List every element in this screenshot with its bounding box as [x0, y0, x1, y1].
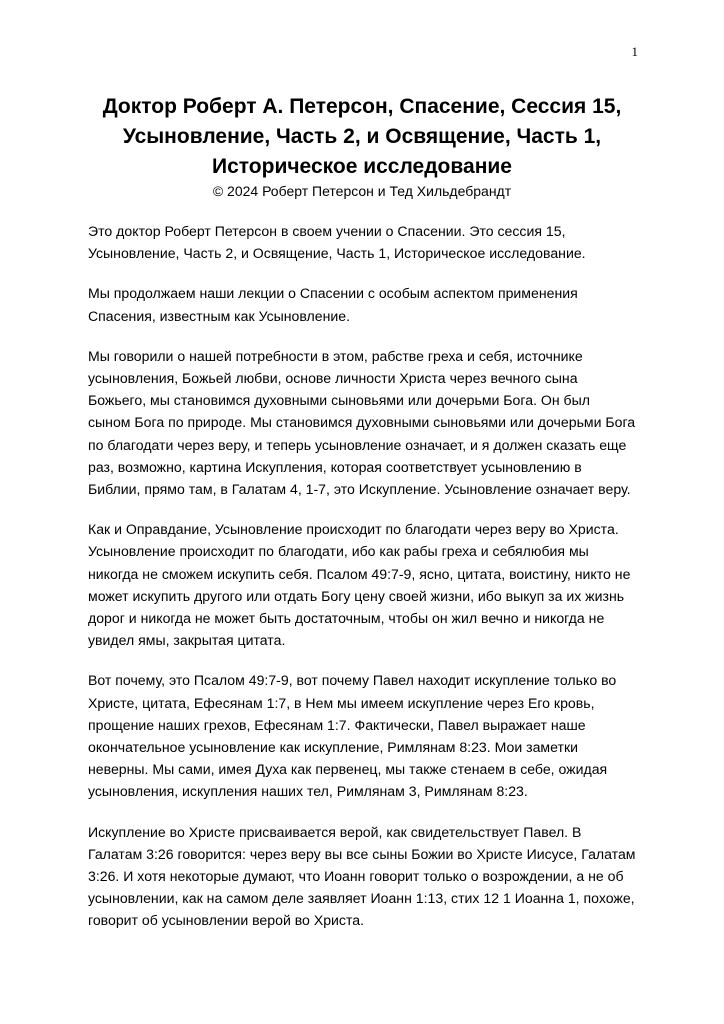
page-number: 1	[631, 44, 638, 59]
paragraph: Это доктор Роберт Петерсон в своем учении о Спасении. Это сессия 15, Усыновление, Часть 2, и Освящение, Часть 1, Историческое исследование.	[88, 223, 586, 262]
paragraph: Мы продолжаем наши лекции о Спасении с особым аспектом применения Спасения, известным как Усыновление.	[88, 285, 578, 324]
paragraph: Как и Оправдание, Усыновление происходит по благодати через веру во Христа. Усыновление происходит по благодати, ибо как рабы греха и себялюбия мы никогда не сможем искупить себя. Псалом 49:7-9, ясно, цитата, воистину, никто не может искупить другого или отдать Богу цену своей жизни, ибо выкуп за их жизнь дорог и никогда не может быть достаточным, чтобы он жил вечно и никогда не увидел ямы, закрытая цитата.	[88, 521, 631, 649]
document-body	[88, 220, 636, 950]
paragraph: Искупление во Христе присваивается верой, как свидетельствует Павел. В Галатам 3:26 говорится: через веру вы все сыны Божии во Христе Иисусе, Галатам 3:26. И хотя некоторые думают, что Иоанн говорит только о возрождении, а не об усыновлении, как на самом деле заявляет Иоанн 1:13, стих 12 1 Иоанна 1, похоже, говорит об усыновлении верой во Христа.	[88, 823, 636, 929]
paragraph: Мы говорили о нашей потребности в этом, рабстве греха и себя, источнике усыновления, Божьей любви, основе личности Христа через вечного сына Божьего, мы становимся духовными сыновьями или дочерьми Бога. Он был сыном Бога по природе. Мы становимся духовными сыновьями или дочерьми Бога по благодати через веру, и теперь усыновление означает, и я должен сказать еще раз, возможно, картина Искупления, которая соответствует усыновлению в Библии, прямо там, в Галатам 4, 1-7, это Искупление. Усыновление означает веру.	[88, 347, 636, 498]
paragraph: Вот почему, это Псалом 49:7-9, вот почему Павел находит искупление только во Христе, цитата, Ефесянам 1:7, в Нем мы имеем искупление через Его кровь, прощение наших грехов, Ефесянам 1:7. Фактически, Павел выражает наше окончательное усыновление как искупление, Римлянам 8:23. Мои заметки неверны. Мы сами, имея Духа как первенец, мы также стенаем в себе, ожидая усыновления, искупления наших тел, Римлянам 3, Римлянам 8:23.	[88, 672, 617, 800]
document-title: Доктор Роберт А. Петерсон, Спасение, Сессия 15, Усыновление, Часть 2, и Освящение, Часть 1, Историческое исследование	[102, 95, 622, 178]
copyright-line: © 2024 Роберт Петерсон и Тед Хильдебрандт	[212, 183, 512, 199]
